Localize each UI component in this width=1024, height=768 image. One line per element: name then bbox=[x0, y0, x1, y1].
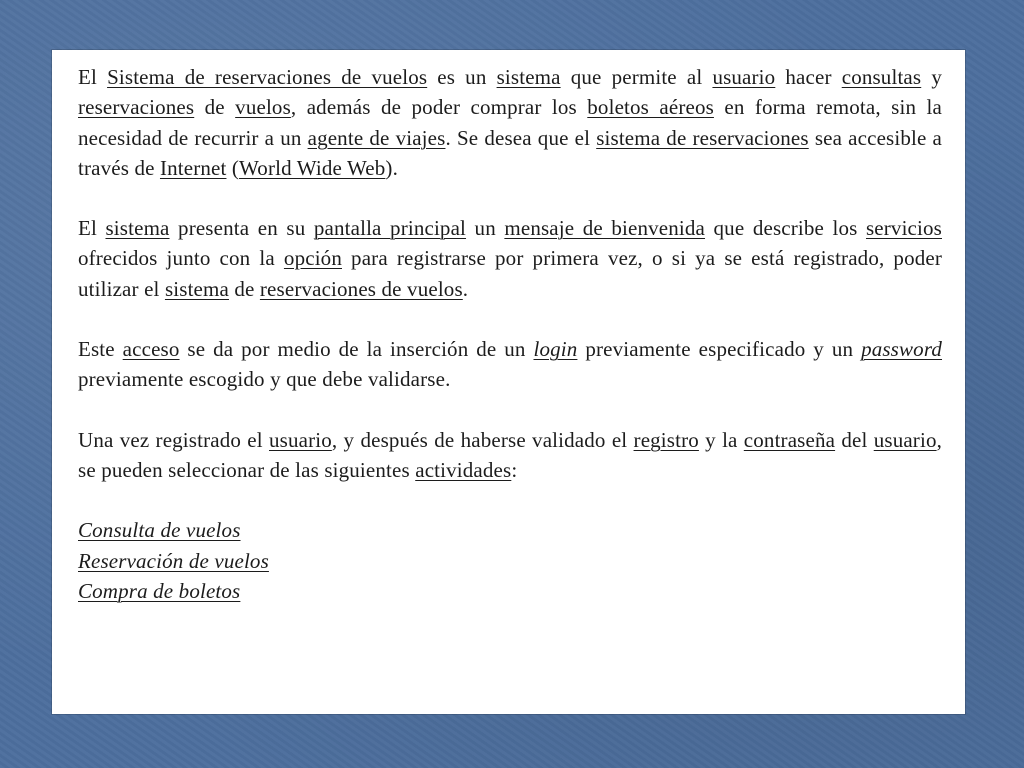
text: ). bbox=[385, 155, 398, 180]
text: para registrarse por primera vez, o si ya se está registrado, poder utilizar el bbox=[78, 246, 942, 301]
text: previamente especificado y un bbox=[577, 337, 862, 362]
term: usuario bbox=[712, 65, 776, 89]
text: de bbox=[228, 276, 260, 301]
term: sistema bbox=[496, 65, 561, 89]
document-page bbox=[78, 62, 942, 606]
paragraph-activities bbox=[78, 425, 942, 486]
text: se da por medio de la inserción de un bbox=[179, 337, 534, 362]
list-item-compra: Compra de boletos bbox=[78, 578, 241, 603]
text: . bbox=[462, 276, 469, 301]
paragraph-access bbox=[78, 334, 942, 395]
text: del bbox=[835, 427, 874, 452]
slide-frame bbox=[52, 50, 965, 714]
text: ( bbox=[226, 155, 240, 180]
text: hacer bbox=[775, 65, 842, 89]
text: en forma remota, sin la necesidad de recurrir a un bbox=[78, 95, 943, 150]
term: registro bbox=[633, 427, 699, 452]
text: y la bbox=[698, 427, 744, 452]
term-italic: password bbox=[861, 337, 943, 362]
text: un bbox=[466, 216, 505, 241]
term: opción bbox=[283, 246, 342, 271]
list-item-consulta: Consulta de vuelos bbox=[78, 518, 241, 543]
term: consultas bbox=[841, 65, 922, 89]
term: acceso bbox=[122, 337, 180, 362]
term: sistema bbox=[164, 276, 229, 301]
term: vuelos bbox=[235, 95, 291, 120]
term: World Wide Web bbox=[239, 155, 386, 180]
text: que permite al bbox=[560, 65, 713, 89]
text: previamente escogido y que debe validarse. bbox=[78, 367, 451, 392]
text: , se pueden seleccionar de las siguientes bbox=[78, 427, 942, 482]
list-item-reservacion: Reservación de vuelos bbox=[78, 548, 269, 573]
term: usuario bbox=[873, 427, 937, 452]
text: Este bbox=[78, 337, 123, 362]
term: servicios bbox=[865, 216, 942, 241]
term: boletos aéreos bbox=[587, 95, 714, 120]
term: reservaciones bbox=[78, 95, 195, 120]
text: de bbox=[194, 95, 236, 120]
activity-list bbox=[78, 515, 942, 606]
text: : bbox=[511, 457, 518, 482]
paragraph-main-screen bbox=[78, 213, 942, 304]
text: , y después de haberse validado el bbox=[331, 427, 634, 452]
text: que describe los bbox=[705, 216, 866, 241]
term: agente de viajes bbox=[307, 125, 446, 150]
term: Internet bbox=[159, 155, 227, 180]
term: usuario bbox=[269, 427, 332, 452]
text: ofrecidos junto con la bbox=[78, 246, 284, 271]
term: mensaje de bienvenida bbox=[504, 216, 706, 241]
text: . Se desea que el bbox=[445, 125, 597, 150]
text: presenta en su bbox=[169, 216, 314, 241]
text: Una vez registrado el bbox=[78, 427, 269, 452]
term: sistema bbox=[105, 216, 170, 241]
term: sistema de reservaciones bbox=[596, 125, 809, 150]
text: es un bbox=[427, 65, 497, 89]
term: reservaciones de vuelos bbox=[259, 276, 463, 301]
text: sea accesible a través de bbox=[78, 125, 943, 180]
paragraph-intro bbox=[78, 62, 942, 183]
term: actividades bbox=[415, 457, 512, 482]
term: pantalla principal bbox=[313, 216, 467, 241]
term: Sistema de reservaciones de vuelos bbox=[107, 65, 428, 89]
term-italic: login bbox=[533, 337, 578, 362]
text: y bbox=[921, 65, 942, 89]
term: contraseña bbox=[743, 427, 836, 452]
text: , además de poder comprar los bbox=[290, 95, 588, 120]
text: El bbox=[78, 216, 106, 241]
text: El bbox=[78, 65, 108, 89]
